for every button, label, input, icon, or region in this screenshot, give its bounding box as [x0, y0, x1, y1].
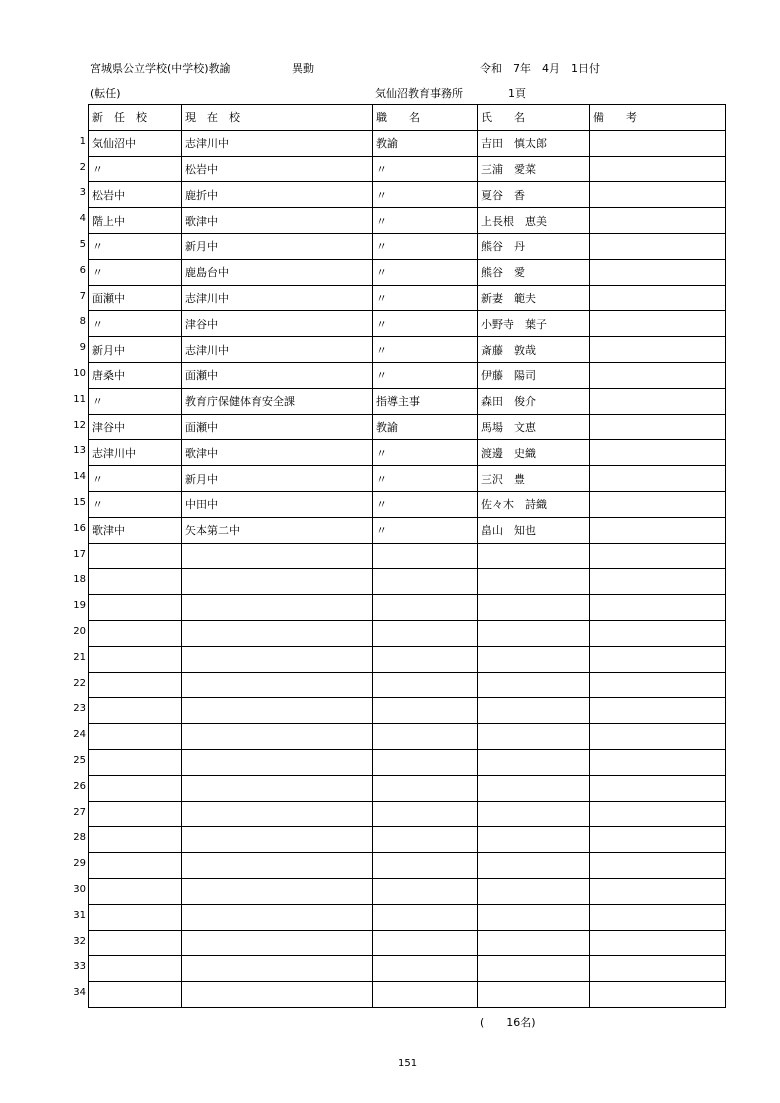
- cell-current-school: 志津川中: [182, 130, 373, 156]
- cell-position: [373, 956, 478, 982]
- table-row: [89, 388, 726, 414]
- table-row: [89, 337, 726, 363]
- cell-position: [373, 930, 478, 956]
- cell-note: [590, 466, 726, 492]
- row-number: 26: [73, 780, 86, 792]
- cell-new-school: [89, 827, 182, 853]
- cell-note: [590, 620, 726, 646]
- cell-note: [590, 543, 726, 569]
- transfer-roster-table: [88, 104, 726, 1008]
- cell-position: 〃: [373, 156, 478, 182]
- cell-current-school: 新月中: [182, 233, 373, 259]
- cell-new-school: 〃: [89, 311, 182, 337]
- cell-position: 〃: [373, 440, 478, 466]
- table-row: [89, 724, 726, 750]
- cell-position: [373, 801, 478, 827]
- cell-position: 教諭: [373, 414, 478, 440]
- cell-name: [478, 698, 590, 724]
- row-number: 31: [73, 909, 86, 921]
- table-row: [89, 672, 726, 698]
- table-row: [89, 749, 726, 775]
- table-row: [89, 208, 726, 234]
- cell-position: [373, 775, 478, 801]
- row-number: 7: [79, 290, 86, 302]
- cell-new-school: [89, 930, 182, 956]
- table-row: [89, 827, 726, 853]
- table-row: [89, 440, 726, 466]
- row-number: 14: [73, 471, 86, 483]
- cell-current-school: [182, 827, 373, 853]
- cell-current-school: [182, 904, 373, 930]
- cell-note: [590, 569, 726, 595]
- table-row: [89, 930, 726, 956]
- cell-note: [590, 491, 726, 517]
- cell-position: 教諭: [373, 130, 478, 156]
- effective-date: 令和 7年 4月 1日付: [480, 62, 600, 75]
- cell-note: [590, 930, 726, 956]
- table-row: [89, 878, 726, 904]
- cell-position: [373, 569, 478, 595]
- cell-new-school: 津谷中: [89, 414, 182, 440]
- column-header-position: 職 名: [373, 105, 478, 131]
- table-row: [89, 801, 726, 827]
- cell-current-school: [182, 646, 373, 672]
- cell-position: 〃: [373, 466, 478, 492]
- cell-position: 〃: [373, 517, 478, 543]
- cell-position: [373, 878, 478, 904]
- cell-name: 渡邊 史織: [478, 440, 590, 466]
- table-row: [89, 569, 726, 595]
- cell-new-school: [89, 878, 182, 904]
- row-number: 25: [73, 755, 86, 766]
- row-number: 18: [73, 574, 86, 586]
- cell-new-school: 松岩中: [89, 182, 182, 208]
- table-row: [89, 156, 726, 182]
- cell-current-school: 矢本第二中: [182, 517, 373, 543]
- cell-position: [373, 982, 478, 1008]
- table-row: [89, 311, 726, 337]
- cell-note: [590, 595, 726, 621]
- cell-new-school: [89, 982, 182, 1008]
- cell-current-school: [182, 956, 373, 982]
- table-row: [89, 414, 726, 440]
- cell-name: [478, 775, 590, 801]
- table-row: [89, 982, 726, 1008]
- cell-position: [373, 853, 478, 879]
- cell-position: 〃: [373, 311, 478, 337]
- table-row: [89, 853, 726, 879]
- cell-current-school: [182, 930, 373, 956]
- row-number: 33: [73, 961, 86, 973]
- row-number: 11: [73, 393, 86, 405]
- cell-position: 指導主事: [373, 388, 478, 414]
- cell-new-school: 面瀬中: [89, 285, 182, 311]
- cell-note: [590, 827, 726, 853]
- cell-new-school: [89, 801, 182, 827]
- cell-name: 三浦 愛菜: [478, 156, 590, 182]
- row-number: 30: [73, 884, 86, 895]
- cell-new-school: 志津川中: [89, 440, 182, 466]
- column-header-current-school: 現 在 校: [182, 105, 373, 131]
- cell-position: [373, 620, 478, 646]
- cell-name: [478, 878, 590, 904]
- cell-current-school: [182, 982, 373, 1008]
- cell-note: [590, 259, 726, 285]
- cell-note: [590, 388, 726, 414]
- cell-new-school: [89, 620, 182, 646]
- cell-name: [478, 982, 590, 1008]
- cell-name: [478, 646, 590, 672]
- cell-note: [590, 956, 726, 982]
- cell-new-school: [89, 749, 182, 775]
- cell-note: [590, 130, 726, 156]
- transfer-category: (転任): [90, 87, 121, 100]
- cell-name: 森田 俊介: [478, 388, 590, 414]
- cell-position: 〃: [373, 208, 478, 234]
- cell-note: [590, 285, 726, 311]
- cell-note: [590, 233, 726, 259]
- cell-current-school: [182, 543, 373, 569]
- row-number: 1: [79, 135, 86, 147]
- cell-name: 熊谷 丹: [478, 233, 590, 259]
- cell-new-school: 歌津中: [89, 517, 182, 543]
- row-number: 27: [73, 806, 86, 818]
- row-number: 21: [73, 651, 86, 663]
- cell-position: [373, 672, 478, 698]
- cell-name: 佐々木 詩織: [478, 491, 590, 517]
- cell-current-school: 鹿島台中: [182, 259, 373, 285]
- cell-name: 新妻 範夫: [478, 285, 590, 311]
- cell-position: [373, 724, 478, 750]
- cell-name: 夏谷 香: [478, 182, 590, 208]
- cell-current-school: 志津川中: [182, 285, 373, 311]
- cell-name: [478, 801, 590, 827]
- cell-new-school: 〃: [89, 491, 182, 517]
- education-office: 気仙沼教育事務所: [375, 87, 463, 100]
- cell-note: [590, 672, 726, 698]
- cell-note: [590, 698, 726, 724]
- cell-new-school: [89, 672, 182, 698]
- table-row: [89, 362, 726, 388]
- cell-current-school: 歌津中: [182, 440, 373, 466]
- cell-name: 斎藤 敦哉: [478, 337, 590, 363]
- cell-note: [590, 414, 726, 440]
- cell-current-school: 面瀬中: [182, 362, 373, 388]
- cell-name: [478, 620, 590, 646]
- cell-position: 〃: [373, 259, 478, 285]
- table-row: [89, 775, 726, 801]
- row-number: 2: [79, 161, 86, 173]
- cell-name: 馬場 文恵: [478, 414, 590, 440]
- cell-new-school: [89, 569, 182, 595]
- cell-current-school: [182, 698, 373, 724]
- cell-name: [478, 749, 590, 775]
- cell-current-school: [182, 672, 373, 698]
- cell-new-school: 新月中: [89, 337, 182, 363]
- cell-current-school: [182, 724, 373, 750]
- cell-new-school: 〃: [89, 156, 182, 182]
- row-number: 4: [79, 213, 86, 225]
- table-row: [89, 466, 726, 492]
- cell-new-school: [89, 956, 182, 982]
- table-row: [89, 517, 726, 543]
- row-number: 8: [79, 316, 86, 328]
- cell-name: 上長根 恵美: [478, 208, 590, 234]
- cell-note: [590, 440, 726, 466]
- row-number: 6: [79, 264, 86, 276]
- cell-current-school: 津谷中: [182, 311, 373, 337]
- cell-new-school: 気仙沼中: [89, 130, 182, 156]
- cell-position: [373, 827, 478, 853]
- row-number: 10: [73, 368, 86, 379]
- cell-current-school: 歌津中: [182, 208, 373, 234]
- cell-new-school: 〃: [89, 259, 182, 285]
- cell-new-school: 〃: [89, 388, 182, 414]
- row-number: 28: [73, 832, 86, 844]
- cell-position: [373, 595, 478, 621]
- row-number: 17: [73, 548, 86, 560]
- table-row: [89, 646, 726, 672]
- cell-new-school: [89, 724, 182, 750]
- cell-position: 〃: [373, 285, 478, 311]
- cell-current-school: [182, 801, 373, 827]
- cell-current-school: [182, 595, 373, 621]
- cell-note: [590, 749, 726, 775]
- cell-new-school: [89, 543, 182, 569]
- cell-current-school: 面瀬中: [182, 414, 373, 440]
- row-number: 19: [73, 600, 86, 612]
- cell-name: [478, 595, 590, 621]
- cell-current-school: 松岩中: [182, 156, 373, 182]
- cell-name: 三沢 豊: [478, 466, 590, 492]
- cell-note: [590, 517, 726, 543]
- cell-current-school: [182, 775, 373, 801]
- table-row: [89, 233, 726, 259]
- cell-current-school: [182, 620, 373, 646]
- cell-name: [478, 853, 590, 879]
- header-row: [89, 105, 726, 131]
- cell-note: [590, 724, 726, 750]
- column-header-name: 氏 名: [478, 105, 590, 131]
- cell-current-school: [182, 853, 373, 879]
- table-row: [89, 182, 726, 208]
- table-row: [89, 620, 726, 646]
- cell-current-school: 中田中: [182, 491, 373, 517]
- table-row: [89, 130, 726, 156]
- row-number: 20: [73, 626, 86, 637]
- row-number: 12: [73, 419, 86, 431]
- table-row: [89, 259, 726, 285]
- row-number: 23: [73, 703, 86, 715]
- page-number: 151: [398, 1058, 418, 1069]
- column-header-new-school: 新 任 校: [89, 105, 182, 131]
- cell-current-school: [182, 569, 373, 595]
- cell-position: [373, 646, 478, 672]
- cell-new-school: [89, 698, 182, 724]
- cell-position: [373, 698, 478, 724]
- cell-name: 畠山 知也: [478, 517, 590, 543]
- row-number: 16: [73, 522, 86, 534]
- cell-position: [373, 904, 478, 930]
- cell-new-school: 〃: [89, 466, 182, 492]
- cell-name: 小野寺 葉子: [478, 311, 590, 337]
- cell-new-school: 〃: [89, 233, 182, 259]
- row-number: 32: [73, 935, 86, 947]
- cell-note: [590, 208, 726, 234]
- cell-note: [590, 156, 726, 182]
- row-number: 34: [73, 987, 86, 999]
- total-count: ( 16名): [480, 1016, 536, 1029]
- table-row: [89, 698, 726, 724]
- cell-name: 熊谷 愛: [478, 259, 590, 285]
- table-row: [89, 956, 726, 982]
- cell-new-school: [89, 646, 182, 672]
- cell-note: [590, 182, 726, 208]
- cell-note: [590, 801, 726, 827]
- table-row: [89, 285, 726, 311]
- cell-new-school: 唐桑中: [89, 362, 182, 388]
- cell-position: 〃: [373, 182, 478, 208]
- cell-position: [373, 543, 478, 569]
- row-number: 9: [79, 342, 86, 354]
- cell-note: [590, 337, 726, 363]
- cell-name: [478, 569, 590, 595]
- cell-current-school: 鹿折中: [182, 182, 373, 208]
- cell-note: [590, 853, 726, 879]
- cell-new-school: [89, 595, 182, 621]
- cell-current-school: 教育庁保健体育安全課: [182, 388, 373, 414]
- cell-new-school: [89, 775, 182, 801]
- cell-current-school: [182, 878, 373, 904]
- cell-position: 〃: [373, 337, 478, 363]
- table-row: [89, 543, 726, 569]
- row-number: 22: [73, 677, 86, 689]
- cell-name: [478, 543, 590, 569]
- cell-name: [478, 724, 590, 750]
- table-row: [89, 491, 726, 517]
- cell-current-school: 新月中: [182, 466, 373, 492]
- personnel-action-type: 異動: [292, 62, 314, 75]
- document-title: 宮城県公立学校(中学校)教諭: [90, 62, 231, 75]
- cell-new-school: [89, 853, 182, 879]
- cell-name: [478, 956, 590, 982]
- cell-note: [590, 904, 726, 930]
- cell-note: [590, 311, 726, 337]
- cell-position: 〃: [373, 491, 478, 517]
- cell-note: [590, 878, 726, 904]
- row-number: 13: [73, 445, 86, 457]
- cell-position: 〃: [373, 233, 478, 259]
- row-number: 29: [73, 858, 86, 870]
- cell-note: [590, 362, 726, 388]
- cell-name: [478, 904, 590, 930]
- sheet-page: 1頁: [508, 87, 526, 100]
- cell-name: [478, 827, 590, 853]
- cell-note: [590, 982, 726, 1008]
- cell-position: 〃: [373, 362, 478, 388]
- column-header-note: 備 考: [590, 105, 726, 131]
- table-row: [89, 904, 726, 930]
- cell-new-school: [89, 904, 182, 930]
- cell-new-school: 階上中: [89, 208, 182, 234]
- table-row: [89, 595, 726, 621]
- row-number: 3: [79, 187, 86, 199]
- row-number: 24: [73, 729, 86, 741]
- cell-note: [590, 775, 726, 801]
- cell-current-school: [182, 749, 373, 775]
- cell-position: [373, 749, 478, 775]
- cell-name: 吉田 慎太郎: [478, 130, 590, 156]
- cell-note: [590, 646, 726, 672]
- row-number: 5: [79, 239, 86, 250]
- cell-name: [478, 930, 590, 956]
- cell-current-school: 志津川中: [182, 337, 373, 363]
- cell-name: 伊藤 陽司: [478, 362, 590, 388]
- row-number: 15: [73, 497, 86, 508]
- cell-name: [478, 672, 590, 698]
- roster-body: [89, 130, 726, 1007]
